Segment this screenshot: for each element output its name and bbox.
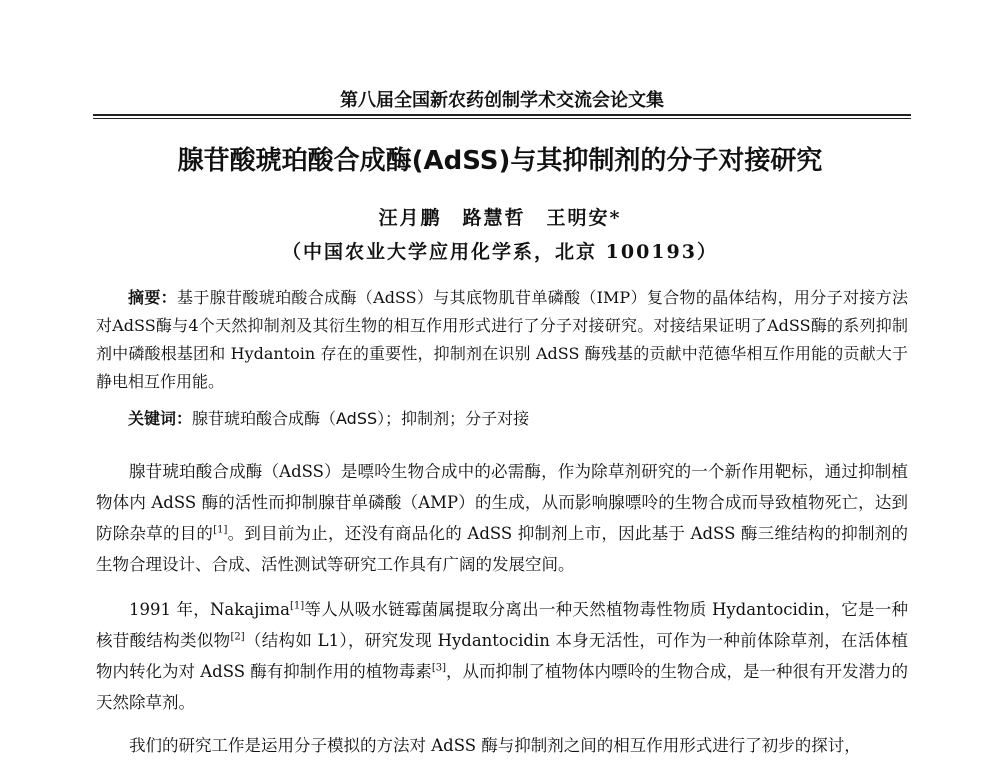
paper-title: 腺苷酸琥珀酸合成酶(AdSS)与其抑制剂的分子对接研究: [177, 146, 823, 176]
abstract-text: 基于腺苷酸琥珀酸合成酶（AdSS）与其底物肌苷单磷酸（IMP）复合物的晶体结构，用分子对接方法对AdSS酶与4个天然抑制剂及其衍生物的相互作用形式进行了分子对接研究。对接结果证明了AdSS酶的系列抑制剂中磷酸根基团和 Hydantoin 存在的重要性，抑制剂在识别 AdSS 酶残基的贡献中范德华相互作用能的贡献大于静电相互作用能。: [96, 288, 908, 391]
proceedings-header: 第八届全国新农药创制学术交流会论文集: [340, 90, 664, 111]
abstract: [96, 284, 908, 396]
affiliation: （中国农业大学应用化学系，北京 100193）: [282, 241, 718, 263]
p1-tail: 。到目前为止，还没有商品化的 AdSS 抑制剂上市，因此基于 AdSS 酶三维结构的抑制剂的生物合理设计、合成、活性测试等研究工作具有广阔的发展空间。: [96, 524, 909, 574]
body-paragraph-1: [96, 456, 908, 580]
citation-ref: [2]: [230, 631, 245, 643]
body-paragraph-2: [96, 594, 908, 718]
citation-ref: [1]: [213, 524, 228, 536]
citation-ref: [1]: [289, 600, 305, 612]
p2-text-a: 1991 年，Nakajima: [129, 600, 290, 619]
keywords: [96, 406, 908, 429]
body-paragraph-3: 我们的研究工作是运用分子模拟的方法对 AdSS 酶与抑制剂之间的相互作用形式进行了初步的探讨，: [129, 736, 861, 755]
p2-text-c: （结构如 L1），研究发现 Hydantocidin 本身无活性，可作为一种前体除草剂，在活体植物内转化为对 AdSS 酶有抑制作用的植物毒素: [96, 631, 908, 681]
authors: 汪月鹏 路慧哲 王明安*: [378, 207, 622, 229]
p1-text: 腺苷琥珀酸合成酶（AdSS）是嘌呤生物合成中的必需酶，作为除草剂研究的一个新作用靶标，通过抑制植物体内 AdSS 酶的活性而抑制腺苷单磷酸（AMP）的生成，从而影响腺嘌呤的生物合成而导致植物死亡，达到防除杂草的目的: [96, 462, 908, 543]
header-rule-thick: [93, 114, 911, 116]
p2-text-b: 等人从吸水链霉菌属提取分离出一种天然植物毒性物质 Hydantocidin，它是一种核苷酸结构类似物: [96, 600, 908, 650]
keywords-label: 关键词：: [128, 409, 193, 428]
citation-ref: [3]: [431, 662, 446, 674]
keywords-text: 腺苷琥珀酸合成酶（AdSS）；抑制剂；分子对接: [192, 409, 530, 428]
p2-text-d: ，从而抑制了植物体内嘌呤的生物合成，是一种很有开发潜力的天然除草剂。: [96, 662, 909, 712]
abstract-label: 摘要：: [128, 288, 178, 307]
header-rule-thin: [93, 118, 911, 119]
